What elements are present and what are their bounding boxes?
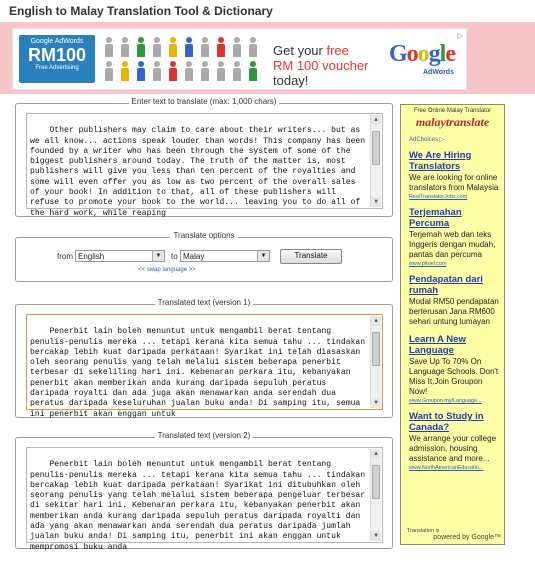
to-language-select[interactable]: [180, 250, 270, 262]
ad-description: Terjemah web dan teks Inggeris dengan mudah, pantas dan percuma: [409, 230, 496, 259]
banner-text-voucher: RM 100 voucher: [273, 58, 369, 73]
to-label: to: [171, 252, 178, 261]
person-icon: [169, 61, 177, 81]
scroll-thumb[interactable]: [372, 131, 380, 165]
malaytranslate-logo[interactable]: malaytranslate: [415, 115, 490, 129]
translated-text-1[interactable]: [26, 314, 383, 419]
source-scrollbar[interactable]: [370, 115, 381, 207]
person-icon: [217, 37, 225, 57]
scroll-down-icon[interactable]: ▼: [371, 531, 381, 541]
person-icon: [233, 37, 241, 57]
person-icon: [153, 37, 161, 57]
ad-url[interactable]: RealTranslatorJobs.com: [409, 194, 468, 200]
adwords-banner[interactable]: [12, 28, 467, 90]
side-ad-footer: [407, 528, 501, 541]
person-icon: [105, 61, 113, 81]
person-icon: [249, 37, 257, 57]
adwords-badge: [19, 35, 95, 83]
ad-item[interactable]: [409, 334, 501, 404]
scroll-thumb[interactable]: [372, 332, 380, 366]
person-icon: [137, 61, 145, 81]
ad-url[interactable]: www.pltoel.com: [409, 261, 447, 267]
source-text-input[interactable]: [26, 113, 383, 218]
ad-url[interactable]: www.Groupon.my/Language...: [409, 398, 482, 404]
ad-url[interactable]: www.NorthAmericanEducatio...: [409, 465, 484, 471]
translated-text-2-content: Penerbit lain boleh menuntut untuk mengambil berat tentang penulis-penulis mereka ... tetapi kerana kita semua tahu ... tindakan bercakap lebih kuat daripada perkataan! Syarikat ini ditubuhkan oleh seorang penulis yang telah melalui sistem beberapa pengeluar terbesar di sekitar hari ini. Kebenaran perkara itu, kebanyakan penerbit akan memberikan anda kurang daripada sepuluh peratus daripada royalti dan ada yang akan menawarkan anda serendah dua peratus daripada jumlah jualan buku anda! Di samping itu, penerbit ini akan enggan untuk mempromosi buku anda: [30, 460, 370, 552]
scroll-down-icon[interactable]: ▼: [371, 197, 381, 207]
to-language-value: Malay: [183, 252, 205, 261]
output2-legend: Translated text (version 2): [16, 431, 392, 440]
banner-text-free: free: [326, 43, 349, 58]
output1-scrollbar[interactable]: [370, 316, 381, 408]
adchoices-icon[interactable]: ▷: [457, 33, 463, 40]
person-icon: [185, 37, 193, 57]
scroll-up-icon[interactable]: ▲: [371, 115, 381, 125]
person-icon: [153, 61, 161, 81]
person-icon: [233, 61, 241, 81]
badge-top: Google AdWords: [30, 38, 84, 45]
footer-left: Translation is: [407, 528, 440, 534]
output2-scrollbar[interactable]: [370, 449, 381, 541]
output2-fieldset: [15, 431, 393, 552]
ad-title[interactable]: Want to Study in Canada?: [409, 411, 484, 433]
ad-item[interactable]: [409, 411, 501, 471]
banner-area: [0, 22, 535, 94]
adchoices-link[interactable]: AdChoices ▷: [409, 137, 445, 143]
output1-legend: Translated text (version 1): [16, 298, 392, 307]
ad-item[interactable]: [409, 150, 501, 200]
person-icon: [249, 61, 257, 81]
banner-text-a: Get your: [273, 43, 327, 58]
ad-title[interactable]: Terjemahan Percuma: [409, 207, 462, 229]
output1-fieldset: [15, 298, 393, 419]
options-legend: Translate options: [16, 231, 392, 240]
translated-text-2[interactable]: [26, 447, 383, 552]
input-legend: Enter text to translate (max: 1,000 chars): [16, 97, 392, 106]
ad-description: Modal RM50 pendapatan berterusan Jana RM600 sehari untung lumayan: [409, 297, 499, 326]
person-icon: [121, 61, 129, 81]
banner-text: [273, 43, 393, 88]
scroll-down-icon[interactable]: ▼: [371, 398, 381, 408]
ad-item[interactable]: [409, 274, 501, 327]
people-illustration: [105, 37, 273, 83]
from-language-value: English: [78, 252, 105, 261]
translated-text-1-content: Penerbit lain boleh menuntut untuk mengambil berat tentang penulis-penulis mereka ... tetapi kerana kita semua tahu ... tindakan bercakap lebih kuat daripada perkataan! Syarikat ini telah diasaskan oleh seorang penulis yang telah melalui sistem beberapa penerbit terbesar di sekeliling hari ini. Kebenaran perkara itu, kebanyakan penerbit akan memberikan anda kurang daripada sepuluh peratus daripada royalti dan ada juga akan menawarkan anda serendah dua peratus daripada keseluruhan jualan buku anda! Di samping itu, semua ini penerbit akan enggan untuk: [30, 327, 370, 419]
ad-title[interactable]: Learn A New Language: [409, 334, 466, 356]
scroll-thumb[interactable]: [372, 465, 380, 499]
translate-button[interactable]: Translate: [280, 249, 342, 264]
side-ad-header: Free Online Malay Translator: [413, 108, 492, 114]
person-icon: [201, 37, 209, 57]
ad-title[interactable]: Pendapatan dari rumah: [409, 274, 483, 296]
scroll-up-icon[interactable]: ▲: [371, 449, 381, 459]
badge-bottom: Free Advertising: [35, 65, 79, 71]
input-fieldset: [15, 97, 393, 218]
google-logo: Google AdWords: [389, 41, 455, 76]
chevron-down-icon: ▼: [152, 251, 164, 261]
powered-by-google: powered by Google™: [433, 534, 501, 541]
from-label: from: [57, 252, 73, 261]
badge-amount: RM100: [27, 45, 87, 65]
swap-language-link[interactable]: << swap language >>: [138, 267, 196, 273]
side-ad-panel: [400, 104, 505, 545]
ad-item[interactable]: [409, 207, 501, 267]
source-text: Other publishers may claim to care about their writers... but as we all know... actions speak louder than words! This company has been founded by a writer who has been through the system of some of the biggest publishers around today. The truth of the matter is, most publishers will give you less than ten percent of the royalties and some will even offer you as low as two percent of the overall sales of your book! In addition to that, all of these publishers will refuse to promote your book to the world... leaving you to do all of the hard work, while reaping: [30, 126, 370, 218]
ad-description: Save Up To 70% On Language Schools. Don't Miss It,Join Groupon Now!: [409, 357, 499, 396]
person-icon: [169, 37, 177, 57]
ad-description: We arrange your college admission, housing assistance and more...: [409, 434, 497, 463]
person-icon: [137, 37, 145, 57]
from-language-select[interactable]: [75, 250, 165, 262]
person-icon: [121, 37, 129, 57]
person-icon: [105, 37, 113, 57]
banner-text-today: today!: [273, 73, 309, 88]
ad-description: We are looking for online translators from Malaysia: [409, 173, 499, 192]
person-icon: [185, 61, 193, 81]
google-logo-sub: AdWords: [423, 69, 454, 76]
scroll-up-icon[interactable]: ▲: [371, 316, 381, 326]
person-icon: [201, 61, 209, 81]
person-icon: [217, 61, 225, 81]
options-fieldset: [15, 231, 393, 282]
ad-list: [401, 150, 504, 471]
ad-title[interactable]: We Are Hiring Translators: [409, 150, 472, 172]
chevron-down-icon: ▼: [257, 251, 269, 261]
page-title: English to Malay Translation Tool & Dictionary: [9, 4, 273, 18]
